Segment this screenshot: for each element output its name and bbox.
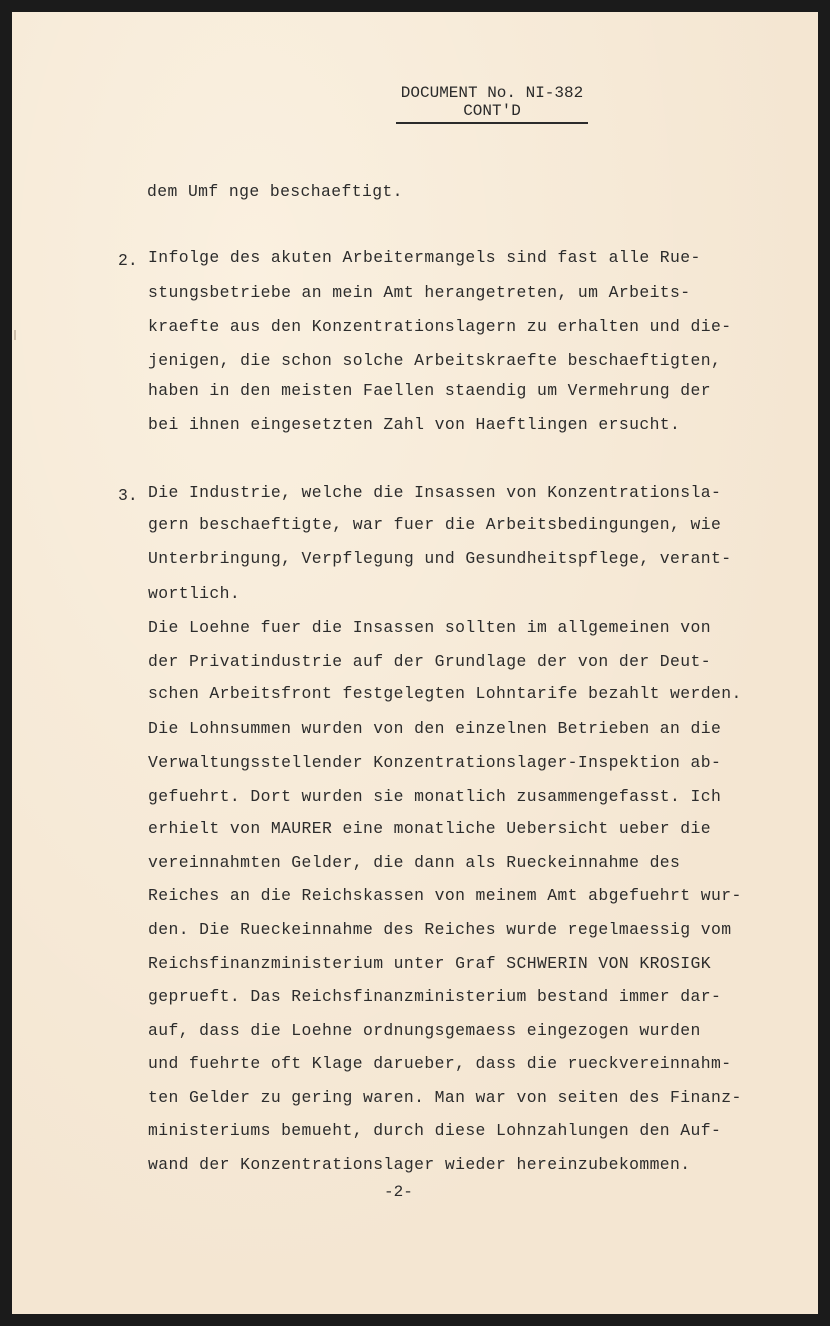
paragraph-3-line: Die Loehne fuer die Insassen sollten im allgemeinen von [148, 618, 711, 637]
paragraph-2-line: jenigen, die schon solche Arbeitskraefte beschaeftigten, [148, 351, 722, 370]
paragraph-2-line: Infolge des akuten Arbeitermangels sind fast alle Rue- [148, 248, 701, 267]
paragraph-3-line: und fuehrte oft Klage darueber, dass die rueckvereinnahm- [148, 1054, 732, 1073]
paragraph-3-line: den. Die Rueckeinnahme des Reiches wurde regelmaessig vom [148, 920, 732, 939]
paragraph-3-line: gefuehrt. Dort wurden sie monatlich zusammengefasst. Ich [148, 787, 722, 806]
paragraph-3-line: ministeriums bemueht, durch diese Lohnzahlungen den Auf- [148, 1121, 722, 1140]
paragraph-3-line: wortlich. [148, 584, 241, 603]
paragraph-2-line: stungsbetriebe an mein Amt herangetreten, um Arbeits- [148, 283, 691, 302]
paragraph-3-line: ten Gelder zu gering waren. Man war von seiten des Finanz- [148, 1088, 742, 1107]
paragraph-3-number: 3. [118, 486, 138, 505]
carry-over-line: dem Umf nge beschaeftigt. [147, 182, 403, 201]
paragraph-2-line: kraefte aus den Konzentrationslagern zu erhalten und die- [148, 317, 732, 336]
paragraph-3-line: erhielt von MAURER eine monatliche Uebersicht ueber die [148, 819, 711, 838]
paragraph-3-line: vereinnahmten Gelder, die dann als Rueckeinnahme des [148, 853, 681, 872]
paragraph-3-line: Reichsfinanzministerium unter Graf SCHWERIN VON KROSIGK [148, 954, 711, 973]
paragraph-2-line: bei ihnen eingesetzten Zahl von Haeftlingen ersucht. [148, 415, 681, 434]
header-underline [396, 122, 588, 124]
paragraph-3-line: Die Lohnsummen wurden von den einzelnen Betrieben an die [148, 719, 722, 738]
paragraph-3-line: Die Industrie, welche die Insassen von Konzentrationsla- [148, 483, 722, 502]
document-number: DOCUMENT No. NI-382 [400, 84, 584, 102]
paragraph-3-line: Unterbringung, Verpflegung und Gesundheitspflege, verant- [148, 549, 732, 568]
paragraph-3-line: gern beschaeftigte, war fuer die Arbeitsbedingungen, wie [148, 515, 722, 534]
paragraph-3-line: geprueft. Das Reichsfinanzministerium bestand immer dar- [148, 987, 722, 1006]
paragraph-3-line: der Privatindustrie auf der Grundlage der von der Deut- [148, 652, 711, 671]
continued-label: CONT'D [463, 102, 521, 120]
paragraph-3-line: Reiches an die Reichskassen von meinem Amt abgefuehrt wur- [148, 886, 742, 905]
paper-mark [14, 330, 16, 340]
paragraph-3-line: Verwaltungsstellender Konzentrationslager-Inspektion ab- [148, 753, 722, 772]
paragraph-2-number: 2. [118, 251, 138, 270]
paragraph-3-line: wand der Konzentrationslager wieder hereinzubekommen. [148, 1155, 691, 1174]
document-header [392, 84, 592, 124]
paragraph-2-line: haben in den meisten Faellen staendig um Vermehrung der [148, 381, 711, 400]
paragraph-3-line: schen Arbeitsfront festgelegten Lohntarife bezahlt werden. [148, 684, 742, 703]
page-number: -2- [384, 1183, 413, 1201]
paragraph-3-line: auf, dass die Loehne ordnungsgemaess eingezogen wurden [148, 1021, 701, 1040]
